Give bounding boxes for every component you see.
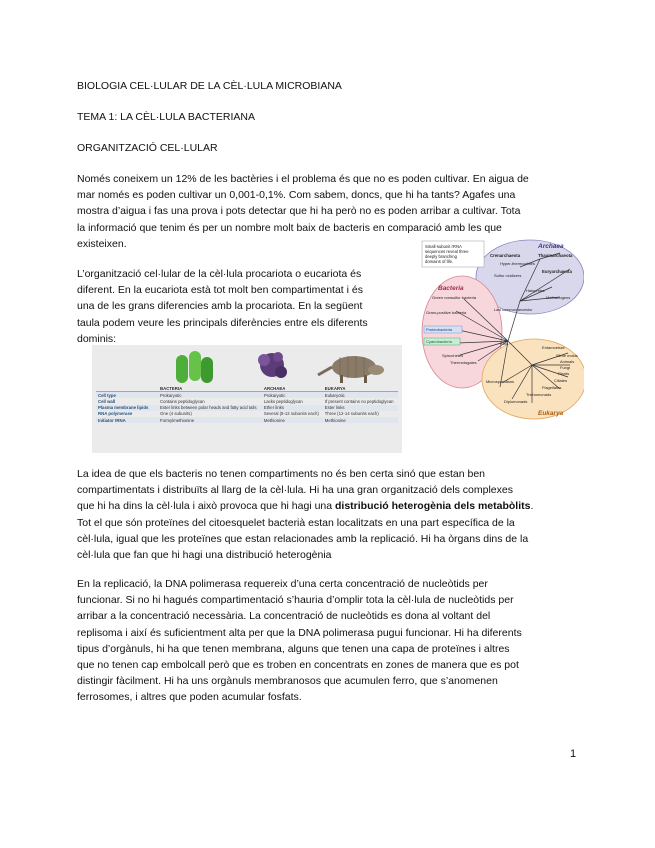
trichomonads-label: Trichomonads — [526, 392, 552, 397]
archaea-illustration-icon — [258, 352, 287, 378]
halophiles-label: Halophiles — [526, 288, 545, 293]
row-label: Plasma membrane lipids — [96, 405, 158, 411]
text-line: taula podem veure les principals diferències entre els diferents — [77, 316, 368, 329]
svg-text:domains of life.: domains of life. — [425, 259, 454, 264]
domain-illustrations — [92, 345, 402, 387]
table-cell: Contains peptidoglycan — [160, 398, 205, 404]
table-cell: One (4 subunits) — [160, 411, 192, 417]
text-line — [77, 498, 533, 514]
text-line: funcionar. Si no hi hagués compartimentació s’hauria d’omplir tota la cèl·lula de nucleòtids per — [77, 594, 514, 607]
text-line: que no tenen cap embolcall però que es troben en concentrats en zones de manera que es pot — [77, 659, 519, 672]
table-header: EUKARYA — [323, 385, 398, 392]
domains-table-figure — [92, 345, 402, 453]
heading-topic: TEMA 1: LA CÈL·LULA BACTERIANA — [77, 111, 255, 123]
page-number: 1 — [570, 748, 577, 760]
green-nonsulfur-label: Green nonsulfur bacteria — [432, 295, 477, 300]
table-cell: Prokaryotic — [262, 392, 323, 399]
gram-positive-label: Gram-positive bacteria — [426, 310, 467, 315]
text-line: replisoma i així és suficientment alta per que la DNA polimerasa pugui funcionar. Hi ha diferents — [77, 626, 522, 639]
animals-label: Animals — [560, 359, 575, 364]
table-cell: Several (8-12 subunits each) — [263, 411, 319, 417]
root-label: Root — [500, 342, 509, 346]
text-line: distingir fàcilment. Hi ha uns orgànuls membranosos que acumulen ferro, que s’anomenen — [77, 675, 498, 688]
eukarya-label: Eukarya — [538, 410, 564, 417]
text-line: compartimentats i distribuïts al llarg de la cèl·lula. Hi ha una gran organització dels complexes — [77, 484, 513, 497]
table-cell: Eukaryotic — [323, 392, 398, 399]
bacteria-label: Bacteria — [438, 285, 464, 292]
svg-text:sequences reveal three: sequences reveal three — [425, 249, 469, 254]
text-line: La idea de que els bacteris no tenen compartiments no és ben certa sinó que estan ben — [77, 468, 486, 480]
paragraph-compartments — [77, 466, 533, 563]
thermotogales-label: Thermotogales — [450, 360, 477, 365]
text-fragment: que hi ha dins la cèl·lula i això provoca que hi hagi una — [77, 500, 336, 513]
archaea-label: Archaea — [538, 243, 564, 250]
eukarya-illustration-icon — [318, 356, 384, 383]
text-line: En la replicació, la DNA polimerasa requereix d’una certa concentració de nucleòtids per — [77, 578, 488, 590]
hyperthermophiles-label: Hyper-thermophiles — [500, 261, 535, 266]
cyanobacteria-label: Cyanobacteria — [426, 339, 452, 344]
table-cell: Ester links between polar heads and fatty acid tails — [158, 405, 262, 411]
row-label: Cell type — [96, 392, 158, 399]
text-line: mar només es poden cultivar un 0,001-0,1%. Com sabem, doncs, que hi ha tants? Agafes una — [77, 189, 516, 202]
plants-label: Plants — [558, 371, 570, 376]
table-cell: If present contains no peptidoglycan — [324, 398, 394, 404]
thaumarchaeota-label: Thaumarchaeota — [538, 253, 573, 258]
euryarchaeota-label: Euryarchaeota — [542, 269, 572, 274]
heading-course: BIOLOGIA CEL·LULAR DE LA CÈL·LULA MICROBIANA — [77, 80, 342, 92]
text-line: una de les grans diferencies amb la procariota. En la següent — [77, 300, 363, 313]
slime-molds-label: Slime molds — [556, 353, 578, 358]
text-line: dominis: — [77, 332, 117, 345]
proteobacteria-label: Proteobacteria — [426, 327, 453, 332]
methanogens-label: Methanogens — [546, 295, 571, 300]
text-line: mostra d’aigua i fas una prova i pots detectar que hi ha però no es poden arribar a cultivar. Tota — [77, 205, 521, 218]
text-line: Només coneixem un 12% de les bactèries i el problema és que no es poden cultivar. En aigua de — [77, 173, 529, 185]
table-cell: Three (12-14 subunits each) — [324, 411, 379, 417]
paragraph-organization — [77, 266, 368, 347]
text-line: ferrosomes, i altres que poden acumular fosfats. — [77, 691, 302, 704]
flagellates-label: Flagellates — [542, 385, 562, 390]
table-cell: Formylmethionine — [158, 417, 262, 423]
heading-section: ORGANITZACIÓ CEL·LULAR — [77, 142, 218, 154]
table-cell: Methionine — [323, 417, 398, 423]
row-label: RNA polymerase — [98, 411, 133, 417]
bacteria-illustration-icon — [176, 351, 213, 383]
phylogenetic-tree-figure — [420, 237, 584, 421]
luca-label: Last common ancestor — [494, 308, 533, 312]
entamoebae-label: Entamoebae — [542, 345, 565, 350]
text-line: tipus d’orgànuls, hi ha que tenen membrana, alguns que tenen una capa de proteïnes i altres — [77, 642, 510, 655]
text-fragment: . — [530, 500, 534, 513]
crenarchaeota-label: Crenarchaeota — [490, 253, 521, 258]
text-line: existeixen. — [77, 237, 127, 250]
sulfur-oxidizers-label: Sulfur oxidizers — [494, 273, 522, 278]
tree-note-hidden: Small-subunit rRNA sequences reveal three deeply branching domains of life. — [420, 237, 455, 238]
table-header — [96, 385, 158, 392]
spirochetes-label: Spirochetes — [442, 353, 464, 358]
emphasis-text: distribució heterogènia dels metabòlits — [335, 500, 531, 513]
microsporidians-label: Microsporidians — [486, 379, 515, 384]
table-header: ARCHAEA — [262, 385, 323, 392]
domains-table — [96, 385, 398, 423]
text-line: L’organització cel·lular de la cèl·lula procariota o eucariota és — [77, 268, 362, 280]
row-label: Initiator tRNA — [96, 417, 158, 423]
table-header: BACTERIA — [158, 385, 262, 392]
table-header-row — [96, 385, 398, 392]
text-line: cèl·lula, igual que les proteïnes que estan relacionades amb la replicació. Hi ha òrgans dins de la — [77, 532, 529, 545]
text-line: diferent. En la eucariota està tot molt ben compartimentat i és — [77, 284, 363, 297]
table-cell: Ether links — [262, 405, 323, 411]
table-cell: Methionine — [262, 417, 323, 423]
table-row — [96, 417, 398, 423]
fungi-label: Fungi — [560, 365, 571, 370]
svg-text:Small-subunit rRNA: Small-subunit rRNA — [425, 244, 462, 249]
diplomonads-label: Diplomonads — [504, 399, 528, 404]
row-label: Cell wall — [98, 398, 116, 404]
text-line: cèl·lula que fan que hi hagi una distribució heterogènia — [77, 549, 332, 562]
ciliates-label: Ciliates — [554, 378, 568, 383]
table-row — [96, 392, 398, 399]
table-cell: Ester links — [323, 405, 398, 411]
text-line: la informació que tenim és per un nombre molt baix de bacteris en comparació amb les que — [77, 221, 502, 234]
paragraph-replication — [77, 576, 522, 706]
text-line: arribar a la concentració necessària. La concentració de nucleòtids es dona al voltant del — [77, 610, 491, 623]
text-line: Tot el que són proteïnes del citoesquelet bacterià estan localitzats en una part específica de la — [77, 516, 515, 529]
svg-text:deeply branching: deeply branching — [425, 254, 457, 259]
table-cell: Prokaryotic — [158, 392, 262, 399]
table-cell: Lacks peptidoglycan — [263, 398, 303, 404]
